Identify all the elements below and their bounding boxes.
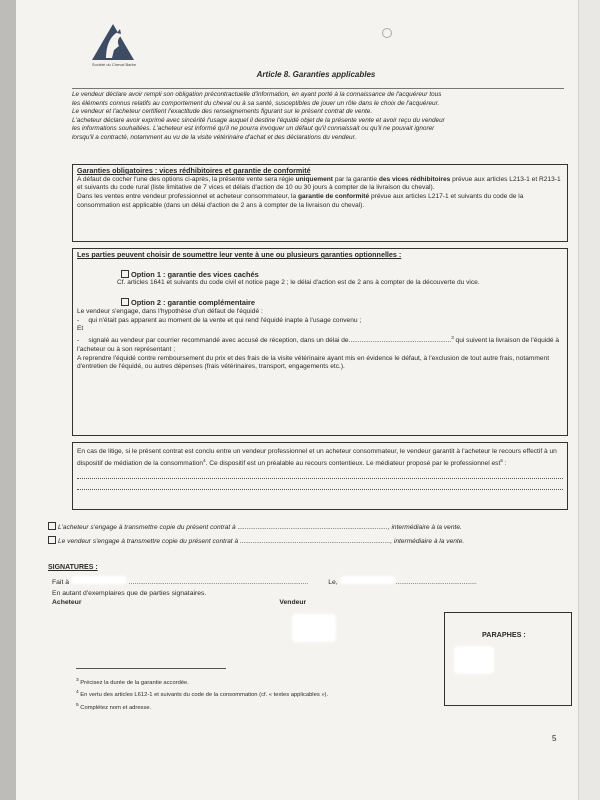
mandatory-guarantees-box xyxy=(72,164,568,242)
redacted-date xyxy=(340,576,396,584)
buyer-transmit-row: L'acheteur s'engage à transmettre copie du présent contrat à .................................................................................., intermédiaire à la vente. xyxy=(48,522,568,531)
mediation-box xyxy=(72,442,568,510)
optional-guarantees-title: Les parties peuvent choisir de soumettre leur vente à une ou plusieurs garanties optionnelles : xyxy=(77,250,402,259)
intro-line: lorsqu'il a contracté, notamment au vu de la visite vétérinaire d'achat et des déclarations du vendeur. xyxy=(72,133,357,141)
seller-transmit-row: Le vendeur s'engage à transmettre copie du présent contrat à .................................................................................., intermédiaire à la vente. xyxy=(48,536,568,545)
option-2-et: Et xyxy=(77,325,84,333)
option-1-text: Cf. articles 1641 et suivants du code civil et notice page 2 ; le délai d'action est de 2 ans à compter de la découverte du vice. xyxy=(117,279,480,287)
intro-line: Le vendeur et l'acheteur certifient l'exactitude des renseignements figurant sur le présent contrat de vente. xyxy=(72,108,373,116)
parties-row xyxy=(52,599,572,606)
footnote-5: $^5$ Complétez nom et adresse. xyxy=(76,702,152,711)
conformity-text: Dans les ventes entre vendeur professionnel et acheteur consommateur, la garantie de conformité prévue aux articles L217-1 et suivants du code de la consommation est applicable (dans un délai d'action de 2 ans à compter de la livraison du cheval). xyxy=(77,193,524,209)
footnote-4: $^4$ En vertu des articles L612-1 et suivants du code de la consommation (cf. « textes applicables »). xyxy=(76,690,329,699)
mandatory-guarantees-text: A défaut de cocher l'une des options ci-après, la présente vente sera régie uniquement par la garantie des vices rédhibitoires prévue aux articles L213-1 et R213-1 et suivants du code rural (liste limitative de 7 vices et délais d'action de 10 ou 30 jours à compter de la livraison du cheval). xyxy=(77,175,561,192)
footnote-divider xyxy=(76,668,226,669)
seller-transmit-checkbox[interactable] xyxy=(48,536,56,544)
intro-line: Le vendeur déclare avoir rempli son obligation précontractuelle d'information, en ayant porté à la connaissance de l'acquéreur tous xyxy=(72,91,442,98)
intro-line: L'acheteur déclare avoir exprimé avec sincérité l'usage auquel il destine l'équidé objet de la présente vente et avoir reçu du vendeur xyxy=(72,116,445,124)
option-2-lead: Le vendeur s'engage, dans l'hypothèse d'un défaut de l'équidé : xyxy=(77,307,263,315)
mediator-line[interactable] xyxy=(77,470,563,479)
optional-guarantees-box xyxy=(72,248,568,436)
option-2-checkbox[interactable] xyxy=(121,298,129,306)
seller-label: Vendeur xyxy=(279,599,307,606)
article-title: Article 8. Garanties applicables xyxy=(256,70,376,79)
paraphes-label: PARAPHES : xyxy=(482,630,526,639)
punch-hole xyxy=(382,28,392,38)
option-2-tail: A reprendre l'équidé contre remboursement du prix et des frais de la visite vétérinaire ayant mis en évidence le défaut, à l'exclusion de tout autre frais, notamment d'entretien de l'équidé, ou autres dépenses (frais vétérinaires, transport, engagements etc.). xyxy=(77,354,550,371)
intro-line: les informations souhaitées. L'acheteur est informé qu'il ne pourra invoquer un défaut qu'il connaissait ou qu'il ne pouvait ignorer xyxy=(72,125,435,133)
option-2-bullet-1: - qui n'était pas apparent au moment de la vente et qui rend l'équidé inapte à l'usage convenu ; xyxy=(77,316,362,324)
logo-caption: Société du Cheval Barbe xyxy=(91,62,137,67)
background-edge xyxy=(578,0,600,800)
option-1-checkbox[interactable] xyxy=(121,270,129,278)
intro-paragraph xyxy=(72,88,564,143)
copies-text: En autant d'exemplaires que de parties signataires. xyxy=(52,590,207,597)
footnote-3: $^3$ Précisez la durée de la garantie accordée. xyxy=(76,678,189,686)
mediator-line[interactable] xyxy=(77,481,563,490)
redacted-signature xyxy=(292,614,336,642)
mandatory-guarantees-title: Garanties obligatoires : vices rédhibitoires et garantie de conformité xyxy=(77,166,311,175)
footnotes xyxy=(76,676,476,713)
redacted-place xyxy=(71,576,127,584)
intro-line: les éléments connus relatifs au comportement du cheval ou à sa santé, susceptibles de jouer un rôle dans le choix de l'acquéreur. xyxy=(72,99,440,107)
horse-logo-icon xyxy=(88,20,138,62)
option-2-bullet-2: - signalé au vendeur par courrier recommandé avec accusé de réception, dans un délai de........................................................$^3$ qui suivent la livraison de l'équidé à l'acheteur ou à son représentant ; xyxy=(77,334,560,353)
option-1-title: Option 1 : garantie des vices cachés xyxy=(131,269,259,279)
page-number: 5 xyxy=(552,734,557,743)
option-2-title: Option 2 : garantie complémentaire xyxy=(131,298,256,308)
option-1-row xyxy=(121,270,563,280)
option-2-row xyxy=(121,298,563,308)
buyer-label: Acheteur xyxy=(52,599,82,606)
mediation-text: En cas de litige, si le présent contrat est conclu entre un vendeur professionnel et un acheteur consommateur, le vendeur garantit à l'acheteur le recours effectif à un dispositif de médiation de la consommation$^4$. Ce dispositif est un préalable au recours contentieux. Le médiateur proposé par le professionnel est$^5$ : xyxy=(77,448,557,468)
buyer-transmit-checkbox[interactable] xyxy=(48,522,56,530)
document-page xyxy=(16,0,578,800)
signatures-label: SIGNATURES : xyxy=(48,564,98,571)
redacted-initials xyxy=(454,646,494,674)
fait-row: Fait à ............................................................................................... Le, ........................................... En autant d'exemplaires que de parties signataires. Acheteur Vendeur xyxy=(52,576,572,606)
